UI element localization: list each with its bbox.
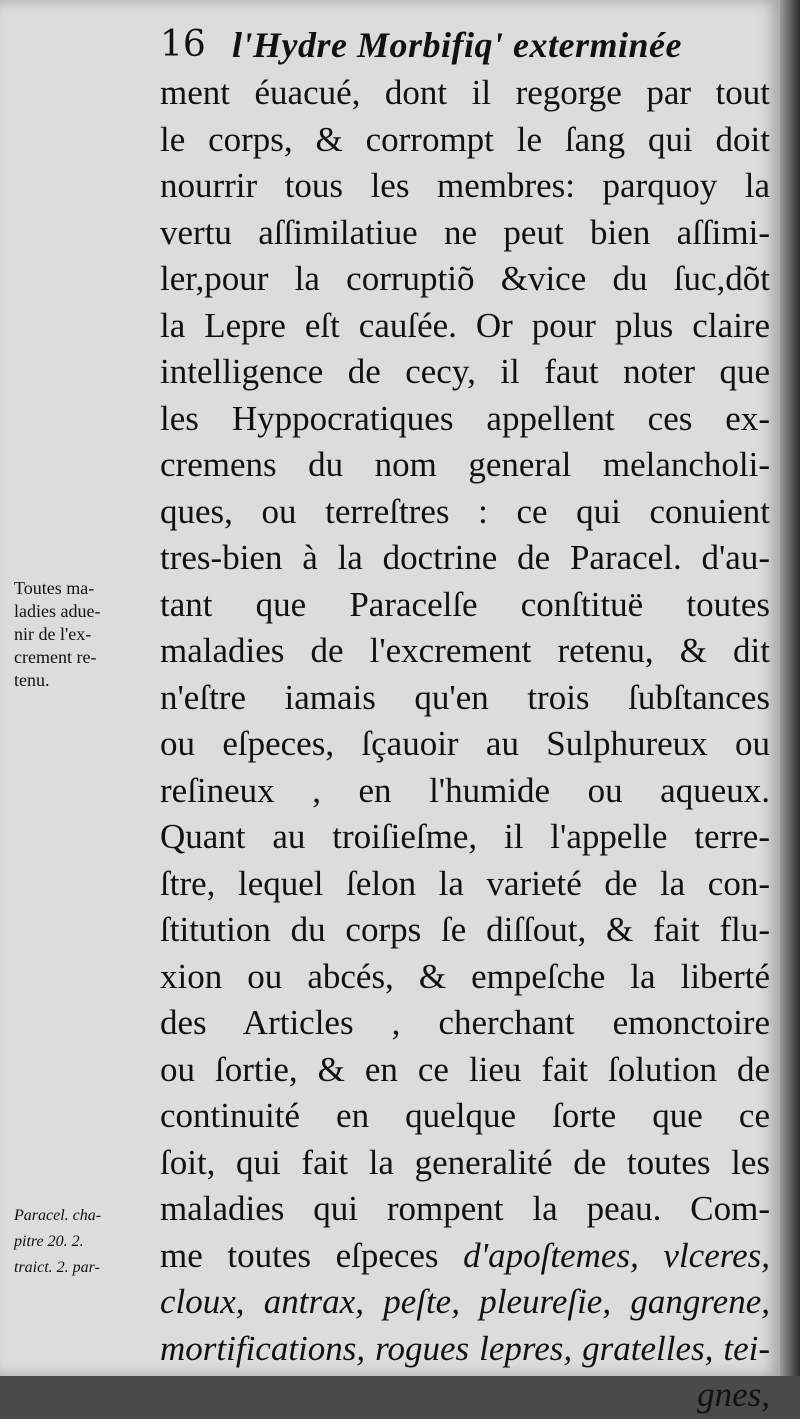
- text-line: ou eſpeces, ſçauoir au Sulphureux ou: [160, 724, 770, 763]
- text-line: tres-bien à la doctrine de Paracel. d'au-: [160, 538, 770, 577]
- body-text: [160, 70, 770, 1419]
- text-line: ment éuacué, dont il regorge par tout: [160, 73, 770, 112]
- text-line: nourrir tous les membres: parquoy la: [160, 166, 770, 205]
- running-title: l'Hydre Morbifiq' exterminée: [232, 25, 682, 65]
- text-line: n'eſtre iamais qu'en trois ſubſtances: [160, 677, 770, 717]
- text-line: ſtre, lequel ſelon la varieté de la con-: [160, 863, 770, 903]
- text-line: reſineux , en l'humide ou aqueux.: [160, 770, 770, 810]
- text-line: mortifications, rogues lepres, gratelles, tei-: [160, 1328, 770, 1368]
- text-line: ler,pour la corruptiõ &vice du ſuc,dõt: [160, 259, 770, 298]
- text-line: les Hyppocratiques appellent ces ex-: [160, 398, 770, 438]
- text-line: maladies de l'excrement retenu, & dit: [160, 631, 770, 670]
- text-line: vertu aſſimilatiue ne peut bien aſſimi-: [160, 212, 770, 252]
- text-line: ſoit, qui fait la generalité de toutes les: [160, 1142, 770, 1182]
- text-line: Quant au troiſieſme, il l'appelle terre-: [160, 817, 770, 856]
- text-line: ques, ou terreſtres : ce qui conuient: [160, 491, 770, 531]
- margin-note-paracelsus-reference: Paracel. cha- pitre 20. 2. traict. 2. par-: [14, 1207, 102, 1276]
- page-number: 16: [160, 24, 206, 65]
- text-line: intelligence de cecy, il faut noter que: [160, 352, 770, 391]
- text-line: la Lepre eſt cauſée. Or pour plus claire: [160, 305, 770, 345]
- text-line: gnes,: [697, 1375, 770, 1414]
- text-line: cremens du nom general melancholi-: [160, 445, 770, 484]
- page-header: [0, 24, 780, 72]
- book-spine-shadow: [780, 0, 800, 1376]
- text-line: maladies qui rompent la peau. Com-: [160, 1189, 770, 1228]
- text-line: tant que Paracelſe conſtituë toutes: [160, 584, 770, 624]
- text-line: ſtitution du corps ſe diſſout, & fait flu-: [160, 910, 770, 949]
- text-line: ou ſortie, & en ce lieu fait ſolution de: [160, 1049, 770, 1089]
- text-line: cloux, antrax, peſte, pleureſie, gangrene,: [160, 1282, 770, 1321]
- text-line: le corps, & corrompt le ſang qui doit: [160, 119, 770, 159]
- margin-note-excrement: Toutes ma- ladies adue- nir de l'ex- crement re- tenu.: [14, 578, 101, 690]
- text-line: des Articles , cherchant emonctoire: [160, 1003, 770, 1042]
- text-line: xion ou abcés, & empeſche la liberté: [160, 956, 770, 996]
- text-line: me toutes eſpeces d'apoſtemes, vlceres,: [160, 1235, 770, 1275]
- text-line: continuité en quelque ſorte que ce: [160, 1096, 770, 1135]
